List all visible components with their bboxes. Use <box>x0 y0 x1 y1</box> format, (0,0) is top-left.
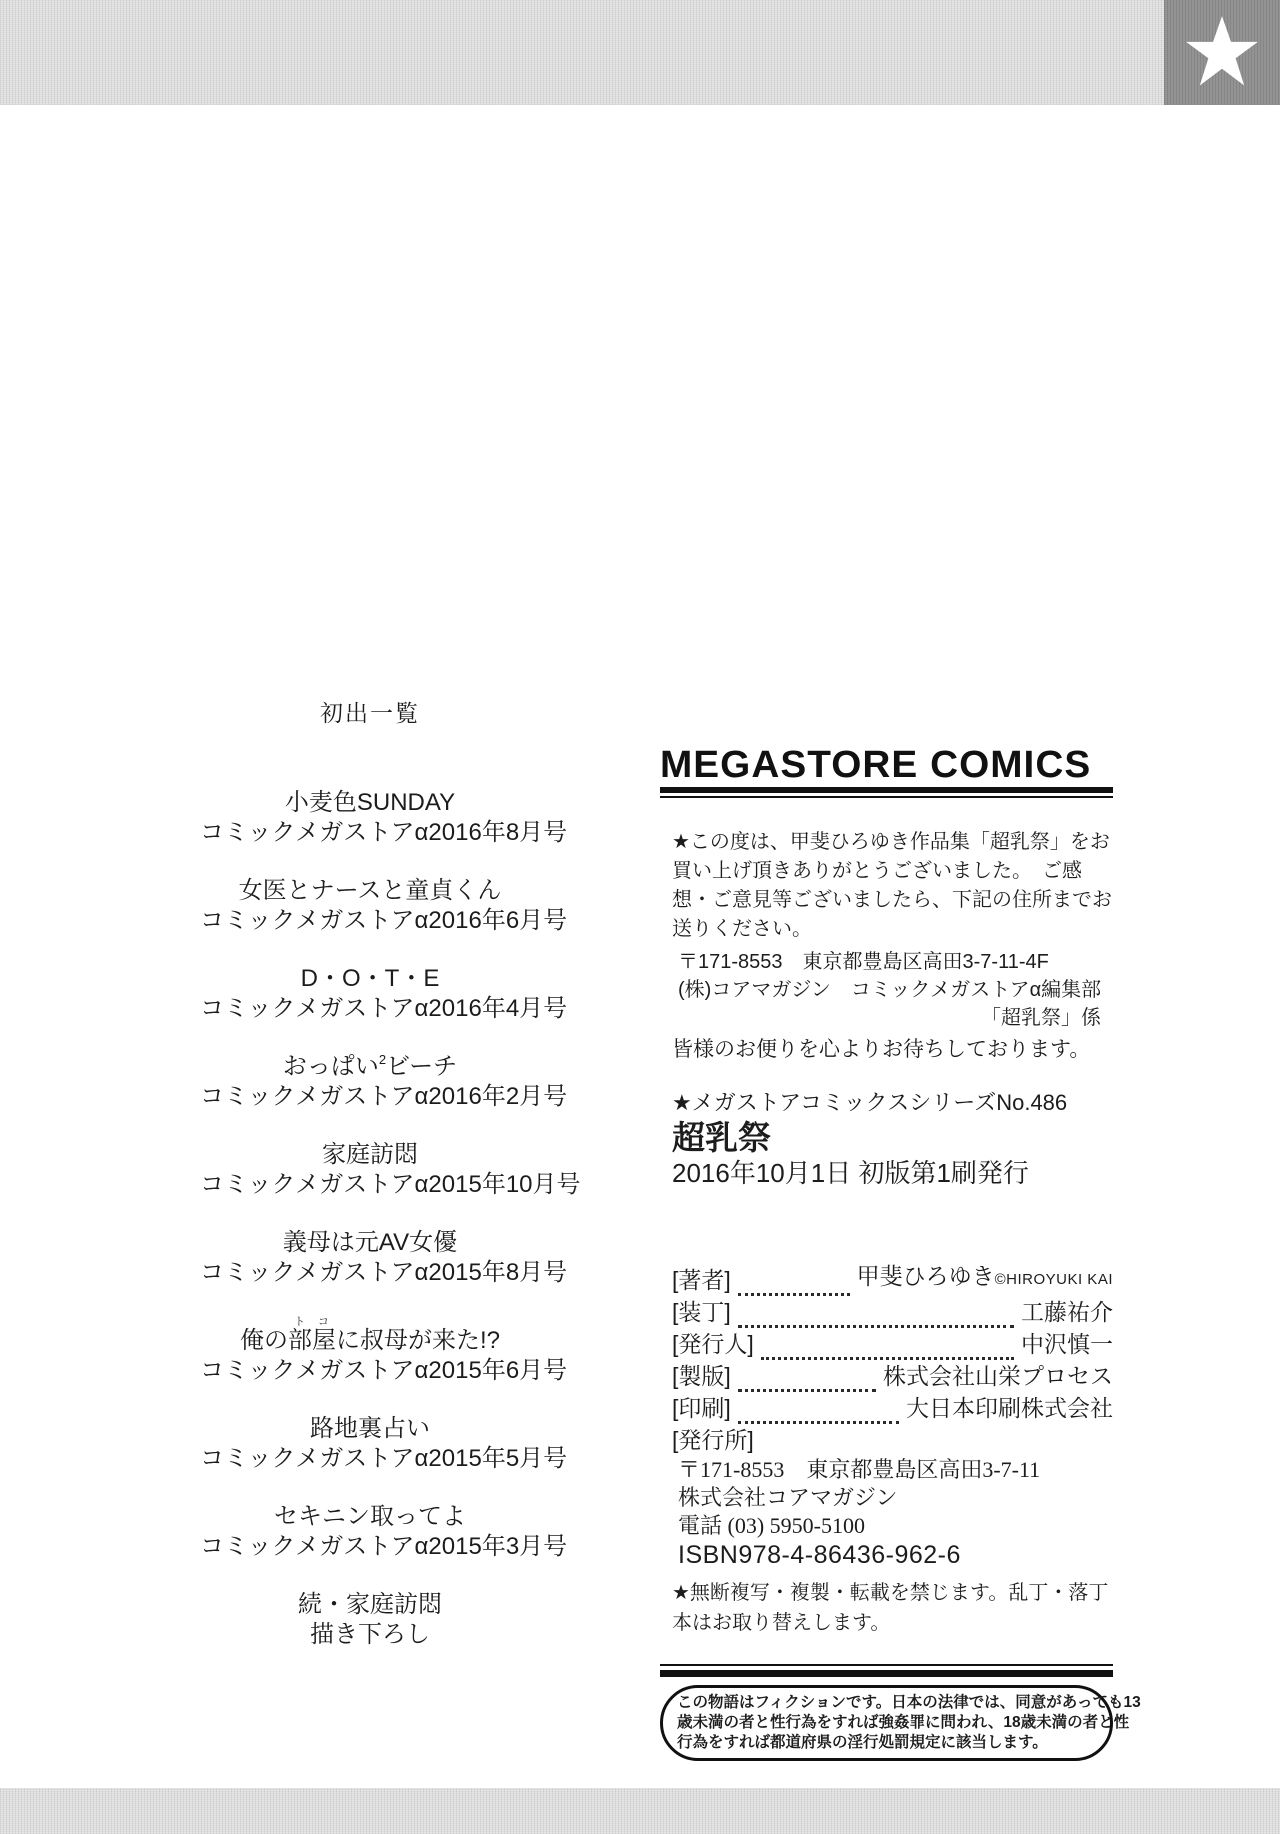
publisher-label: [発行所] <box>672 1427 754 1453</box>
publication-source: コミックメガストアα2015年 <box>200 1171 506 1198</box>
top-texture-band <box>0 0 1164 105</box>
author-name: 甲斐ひろゆき <box>856 1263 995 1289</box>
credit-label: [印刷] <box>672 1395 731 1421</box>
publication-entry <box>200 788 568 848</box>
ruby-base: 部屋 <box>287 1327 336 1354</box>
isbn-line: ISBN978-4-86436-962-6 <box>678 1541 961 1569</box>
copyright-warning-line: ★無断複写・複製・転載を禁じます。乱丁・落丁 <box>672 1582 1109 1604</box>
title-ruby <box>287 1316 336 1354</box>
star-icon <box>1183 9 1261 96</box>
greeting-line: 送りください。 <box>672 918 812 940</box>
publication-source: コミックメガストアα2015年 <box>200 1445 506 1472</box>
publication-entry <box>200 1140 581 1200</box>
publication-source: コミックメガストアα2016年 <box>200 995 506 1022</box>
publication-source: コミックメガストアα2016年 <box>200 1083 506 1110</box>
credit-row <box>672 1392 1113 1424</box>
publication-title: セキニン取ってよ <box>274 1503 466 1530</box>
publication-title: D・O・T・E <box>300 965 440 992</box>
publication-entry <box>200 1502 568 1562</box>
title-text: ビーチ <box>386 1053 458 1080</box>
publication-title <box>200 1316 540 1356</box>
publication-title: 家庭訪悶 <box>322 1141 418 1168</box>
publication-entry <box>200 1414 568 1474</box>
publication-source-row <box>200 906 568 936</box>
credit-dot-leader <box>761 1334 1014 1360</box>
publication-source-row <box>200 1170 581 1200</box>
title-text: 俺の <box>239 1327 288 1354</box>
publication-issue: 4月号 <box>505 995 568 1022</box>
bottom-texture-band <box>0 1788 1280 1834</box>
publisher-phone-line: 電話 (03) 5950-5100 <box>678 1513 865 1538</box>
publication-source: コミックメガストアα2016年 <box>200 907 506 934</box>
editorial-address-block <box>660 948 1113 1032</box>
credit-dot-leader <box>738 1270 850 1296</box>
publication-source-row <box>200 1356 568 1386</box>
credit-label: [装丁] <box>672 1299 731 1325</box>
disclaimer-line: 行為をすれば都道府県の淫行処罰規定に該当します。 <box>677 1734 1048 1751</box>
first-publications-heading: 初出一覧 <box>320 700 420 726</box>
publication-source-row <box>200 994 568 1024</box>
publication-issue: 2月号 <box>505 1083 568 1110</box>
publication-issue: 8月号 <box>505 819 568 846</box>
publication-source-row <box>200 1082 568 1112</box>
credit-row <box>672 1328 1113 1360</box>
publication-source: コミックメガストアα2016年 <box>200 819 506 846</box>
publication-entry <box>200 876 568 936</box>
credit-dot-leader <box>738 1366 876 1392</box>
credit-row <box>672 1296 1113 1328</box>
publication-issue: 5月号 <box>505 1445 568 1472</box>
copyright-warning-line: 本はお取り替えします。 <box>672 1612 891 1634</box>
publication-title: 小麦色SUNDAY <box>284 789 456 816</box>
publication-entry <box>200 1316 568 1386</box>
credit-dot-leader <box>738 1398 899 1424</box>
credit-value <box>857 1260 1113 1296</box>
publication-issue: 6月号 <box>505 1357 568 1384</box>
publication-source-row <box>200 818 568 848</box>
credit-dot-leader <box>738 1302 1014 1328</box>
publication-title: 続・家庭訪悶 <box>298 1591 442 1618</box>
greeting-line: 買い上げ頂きありがとうございました。 ご感 <box>672 860 1082 882</box>
publisher-brand-logo: MEGASTORE COMICS <box>660 744 1092 786</box>
title-text: おっぱい <box>282 1053 379 1080</box>
waiting-note: 皆様のお便りを心よりお待ちしております。 <box>672 1038 1091 1061</box>
publisher-address-block <box>660 1456 1113 1540</box>
bottom-rule-thick <box>660 1670 1113 1677</box>
title-text: に叔母が来た!? <box>335 1327 500 1354</box>
credit-value: 工藤祐介 <box>1021 1299 1113 1325</box>
title-superscript: 2 <box>378 1052 387 1067</box>
publication-issue: 6月号 <box>505 907 568 934</box>
publisher-address-line: 〒171-8553 東京都豊島区高田3-7-11 <box>678 1457 1041 1482</box>
publication-issue: 10月号 <box>505 1171 581 1198</box>
corner-star-box <box>1164 0 1280 105</box>
publication-source-row <box>200 1444 568 1474</box>
credits-list <box>660 1264 1113 1456</box>
book-title: 超乳祭 <box>672 1119 771 1156</box>
greeting-line: 想・ご意見等ございましたら、下記の住所までお <box>672 889 1112 911</box>
publication-source: コミックメガストアα2015年 <box>200 1259 506 1286</box>
publication-entry <box>200 1052 568 1112</box>
credit-label: [製版] <box>672 1363 731 1389</box>
ruby-furigana: トコ <box>287 1316 336 1328</box>
disclaimer-line: この物語はフィクションです。日本の法律では、同意があっても13 <box>677 1694 1141 1711</box>
first-publications-section <box>200 700 581 1678</box>
author-copyright: ©HIROYUKI KAI <box>994 1271 1113 1288</box>
colophon-section <box>660 744 1141 1761</box>
publication-issue: 3月号 <box>505 1533 568 1560</box>
fiction-disclaimer-box <box>660 1685 1141 1761</box>
address-attention-line: 「超乳祭」係 <box>981 1007 1101 1029</box>
credit-value: 大日本印刷株式会社 <box>906 1395 1113 1421</box>
editorial-address-line: 〒171-8553 東京都豊島区高田3-7-11-4F <box>678 951 1049 973</box>
greeting-paragraph <box>660 828 1113 944</box>
publication-entry <box>200 1590 540 1650</box>
bottom-rule-thin <box>660 1664 1113 1666</box>
brand-rule-thick <box>660 787 1113 793</box>
publication-source: コミックメガストアα2015年 <box>200 1357 506 1384</box>
publication-issue: 8月号 <box>505 1259 568 1286</box>
credit-row <box>672 1264 1113 1296</box>
credit-row <box>672 1360 1113 1392</box>
publication-title <box>200 1052 540 1082</box>
credit-label: [発行人] <box>672 1331 754 1357</box>
publication-entry <box>200 1228 568 1288</box>
publication-source-row <box>200 1532 568 1562</box>
brand-rule-thin <box>660 796 1113 798</box>
editorial-address-line: (株)コアマガジン コミックメガストアα編集部 <box>678 979 1102 1001</box>
publication-title: 女医とナースと童貞くん <box>238 877 502 904</box>
publication-source: 描き下ろし <box>310 1621 430 1648</box>
disclaimer-line: 歳未満の者と性行為をすれば強姦罪に問われ、18歳未満の者と性 <box>677 1714 1130 1731</box>
publication-title: 義母は元AV女優 <box>282 1229 458 1256</box>
publisher-address-line: 株式会社コアマガジン <box>678 1485 898 1510</box>
series-number-line: ★メガストアコミックスシリーズNo.486 <box>672 1090 1068 1115</box>
credit-value: 中沢慎一 <box>1021 1331 1113 1357</box>
greeting-line: ★この度は、甲斐ひろゆき作品集「超乳祭」をお <box>672 831 1110 853</box>
edition-date-line: 2016年10月1日 初版第1刷発行 <box>672 1158 1029 1188</box>
publication-source: コミックメガストアα2015年 <box>200 1533 506 1560</box>
publication-source-row <box>200 1258 568 1288</box>
publication-entry <box>200 964 568 1024</box>
credit-value: 株式会社山栄プロセス <box>883 1363 1113 1389</box>
publication-title: 路地裏占い <box>310 1415 430 1442</box>
copyright-warning <box>660 1578 1113 1638</box>
credit-label: [著者] <box>672 1267 731 1293</box>
